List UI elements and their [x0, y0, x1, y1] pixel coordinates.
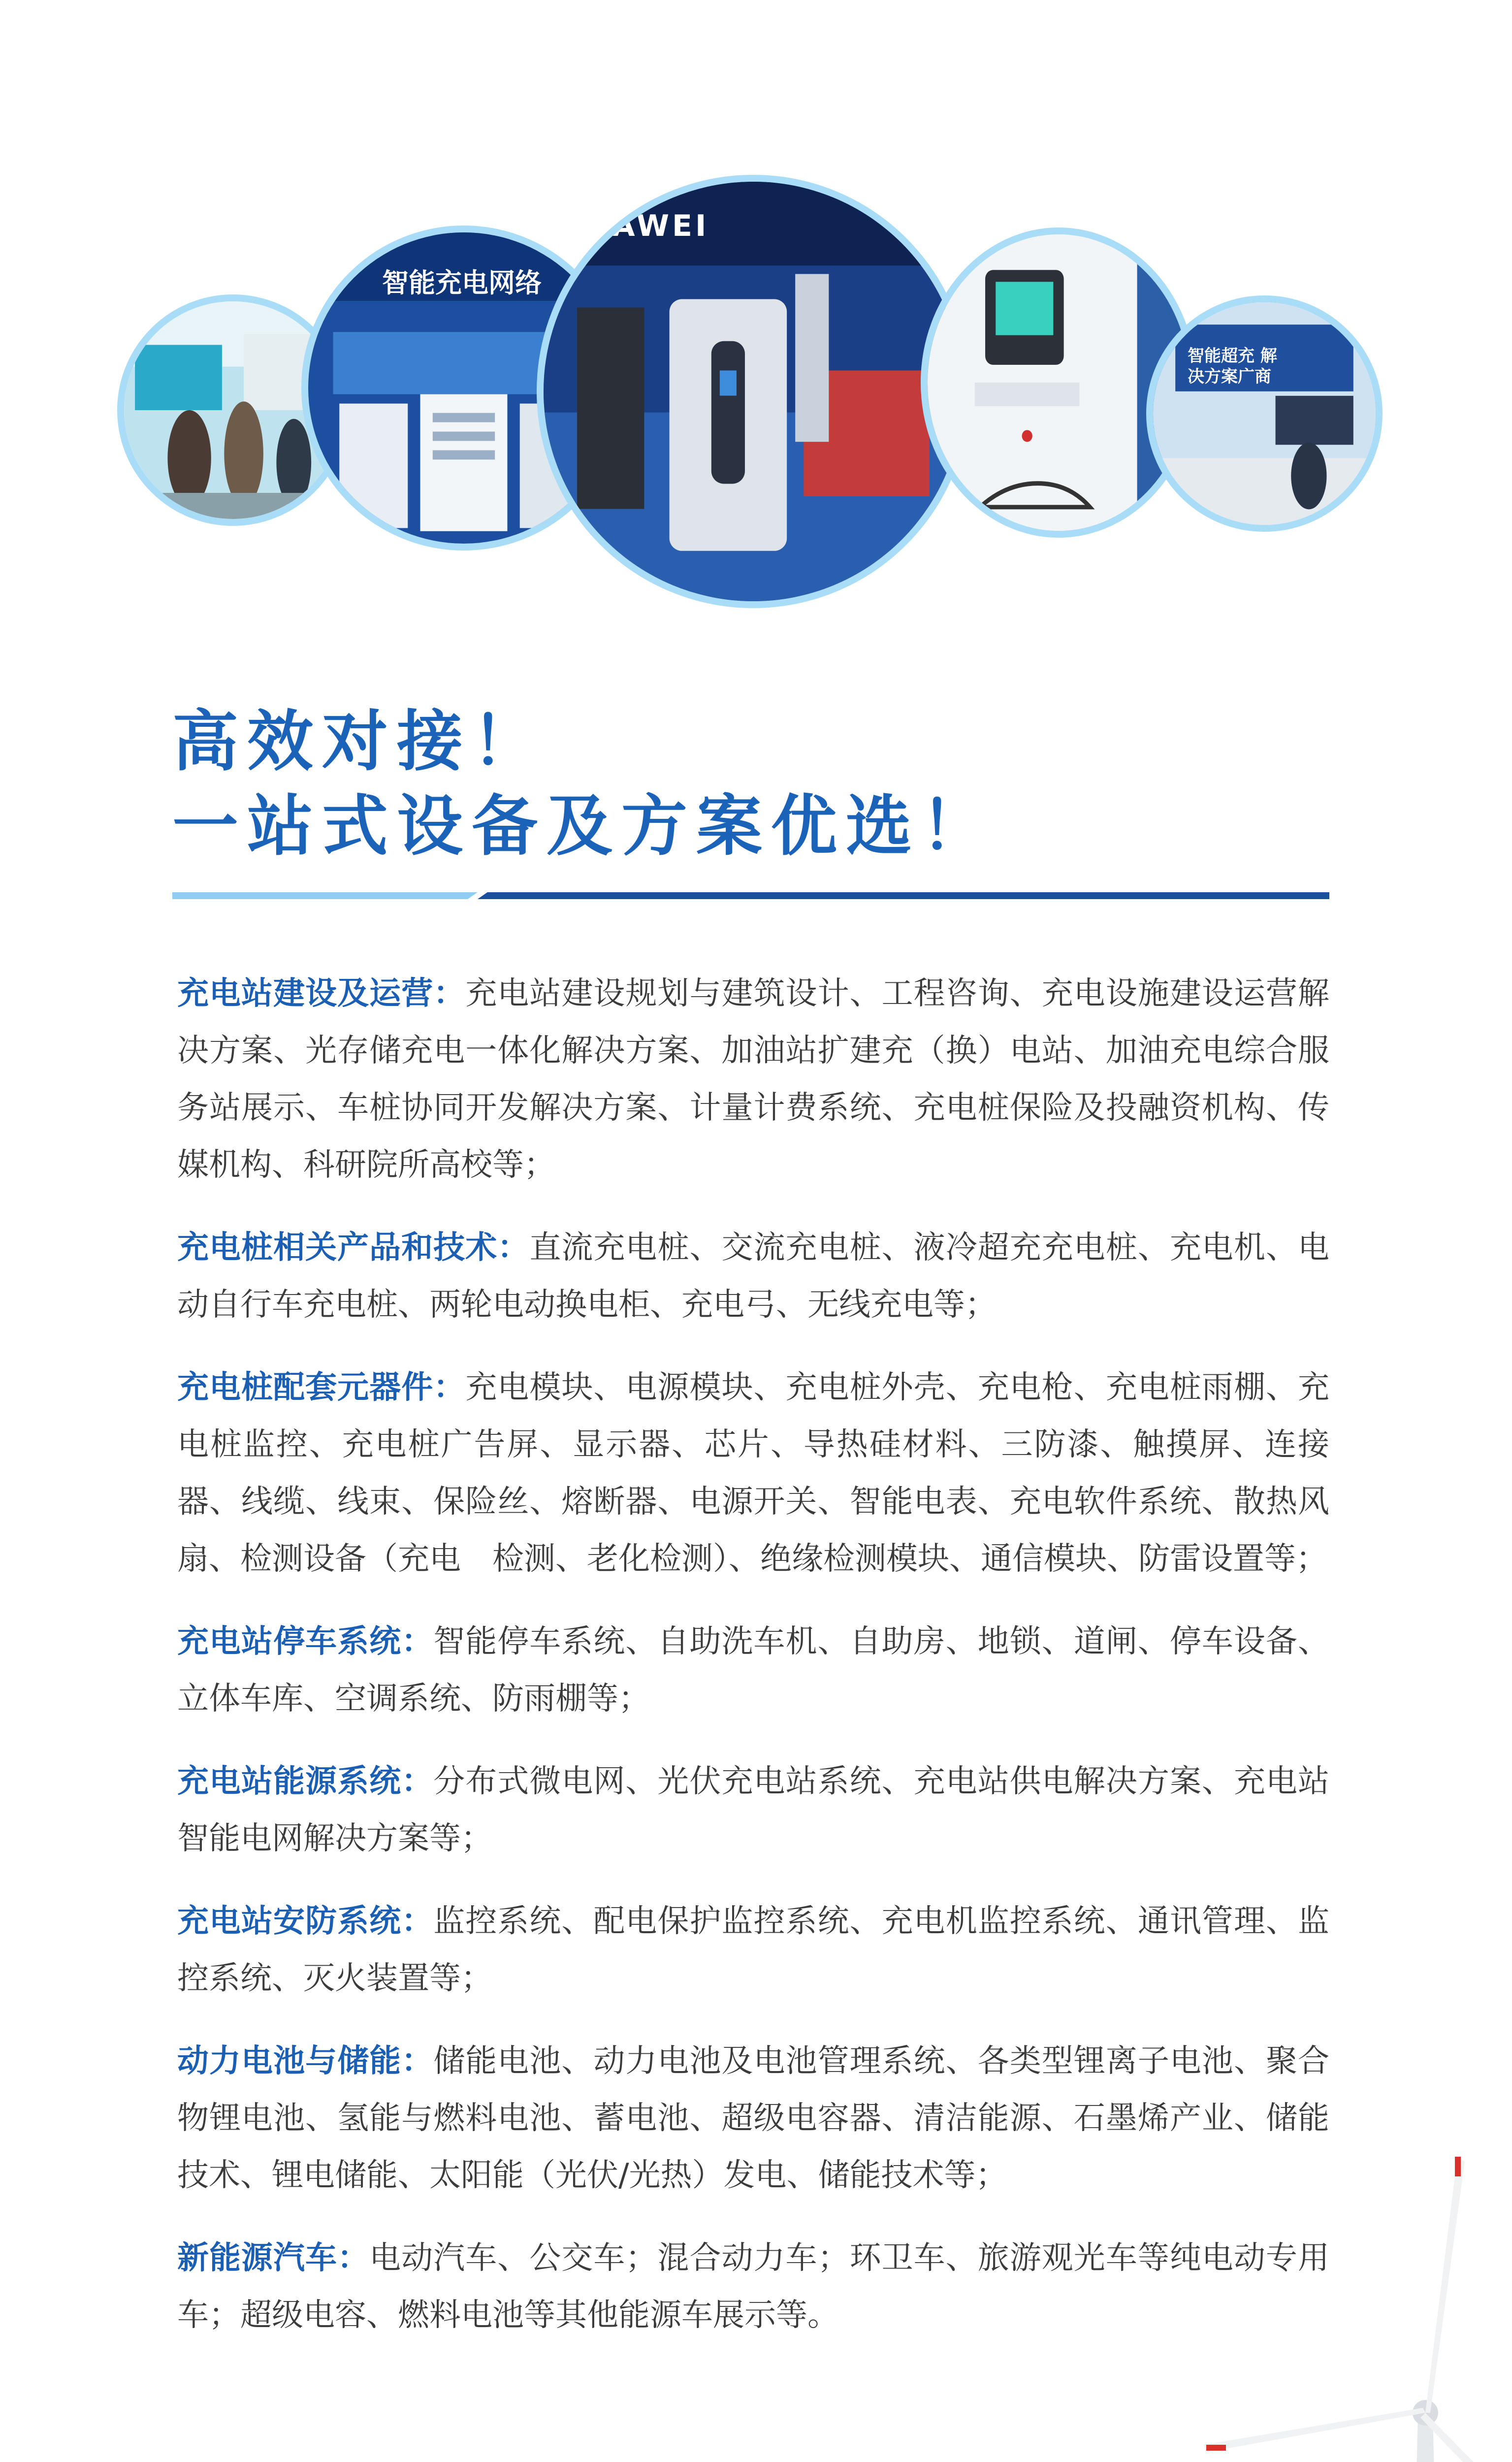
exhibition-photo-strip [0, 0, 1512, 640]
heading-line-2: 一站式设备及方案优选！ [172, 788, 996, 865]
section-text: 分布式微电网、光伏充电站系统、充电站供电解决方案、充电站智能电网解决方案等； [177, 1763, 1330, 1857]
section-label: 充电站安防系统： [177, 1903, 434, 1940]
section-text: 直流充电桩、交流充电桩、液冷超充充电桩、充电机、电动自行车充电桩、两轮电动换电柜、充电弓、无线充电等； [177, 1230, 1330, 1323]
section-label: 充电站建设及运营： [177, 975, 466, 1012]
exhibition-photo-3 [537, 175, 970, 608]
heading-divider [172, 890, 1329, 899]
section-charging-pile-components [177, 1359, 1329, 1587]
section-text: 充电模块、电源模块、充电桩外壳、充电枪、充电桩雨棚、充电桩监控、充电桩广告屏、显示器、芯片、导热硅材料、三防漆、触摸屏、连接器、线缆、线束、保险丝、熔断器、电源开关、智能电表、充电软件系统、散热风扇、检测设备（充电 检测、老化检测）、绝缘检测模块、通信模块、防雷设置等； [177, 1369, 1330, 1577]
section-energy-system [177, 1753, 1329, 1867]
section-text: 智能停车系统、自助洗车机、自助房、地锁、道闸、停车设备、立体车库、空调系统、防雨棚等； [177, 1623, 1330, 1717]
photo-caption-network: 智能充电网络 [382, 267, 542, 298]
page-heading [172, 699, 996, 869]
wind-turbine-large [1204, 2157, 1512, 2462]
section-parking-system [177, 1613, 1329, 1727]
photo-caption-huawei: HUAWEI [558, 209, 709, 243]
ev-charging-illustration [0, 2157, 1512, 2462]
section-text: 电动汽车、公交车；混合动力车；环卫车、旅游观光车等纯电动专用车；超级电容、燃料电池等其他能源车展示等。 [177, 2240, 1329, 2333]
section-label: 新能源汽车： [177, 2240, 370, 2276]
heading-line-1: 高效对接！ [172, 703, 547, 780]
section-text: 储能电池、动力电池及电池管理系统、各类型锂离子电池、聚合物锂电池、氢能与燃料电池、蓄电池、超级电容器、清洁能源、石墨烯产业、储能技术、锂电储能、太阳能（光伏/光热）发电、储能技术等； [177, 2043, 1330, 2194]
section-label: 充电站停车系统： [177, 1623, 434, 1660]
section-label: 充电桩相关产品和技术： [177, 1230, 530, 1266]
section-text: 充电站建设规划与建筑设计、工程咨询、充电设施建设运营解决方案、光存储充电一体化解决方案、加油站扩建充（换）电站、加油充电综合服务站展示、车桩协同开发解决方案、计量计费系统、充电桩保险及投融资机构、传媒机构、科研院所高校等； [177, 975, 1330, 1183]
section-label: 充电站能源系统： [177, 1763, 434, 1800]
exhibition-photo-5 [1146, 295, 1383, 532]
section-label: 充电桩配套元器件： [177, 1369, 466, 1406]
section-label: 动力电池与储能： [177, 2043, 434, 2079]
section-charging-station-construction [177, 965, 1329, 1194]
section-security-system [177, 1893, 1329, 2007]
photo-caption-solution: 智能超充 解决方案广商 [1188, 346, 1277, 387]
section-text: 监控系统、配电保护监控系统、充电机监控系统、通讯管理、监控系统、灭火装置等； [177, 1903, 1330, 1997]
section-charging-pile-products [177, 1219, 1329, 1333]
